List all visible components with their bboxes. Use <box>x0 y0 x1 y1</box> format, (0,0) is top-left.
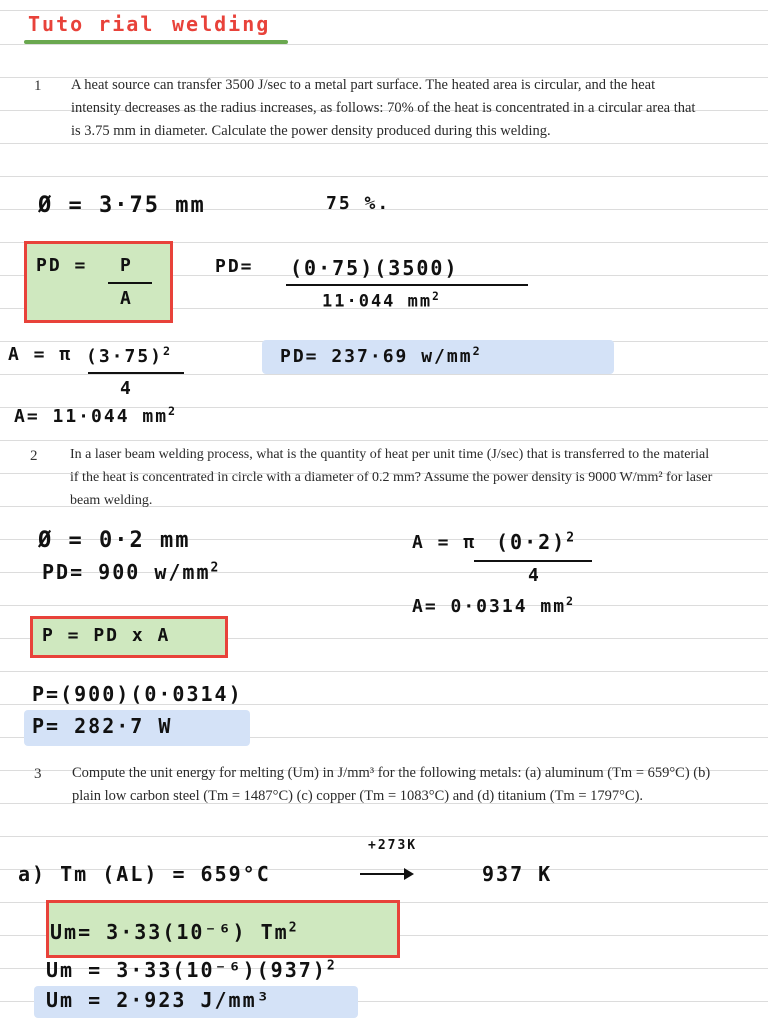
q1-pd-sub-denominator: 11·044 $mm^2$ <box>322 290 441 312</box>
q1-area-result: A= 11·044 $mm^2$ <box>14 404 178 427</box>
q2-substitution: P=(900)(0·0314) <box>32 682 243 706</box>
q1-pd-sub-numerator: (0·75)(3500) <box>290 256 459 280</box>
conversion-arrow-icon <box>360 873 412 875</box>
q3-formula: Um= 3·33(10⁻⁶) Tm$^2$ <box>50 920 299 944</box>
q2-diameter: Ø = 0·2 mm <box>38 528 191 553</box>
q3-melting-temp: a) Tm (AL) = 659°C <box>18 862 271 886</box>
q1-percent: 75 %. <box>326 193 391 214</box>
q2-power-density: PD= 900 $w/mm^2$ <box>42 560 221 584</box>
q1-pd-sub-fraction-line <box>286 284 528 286</box>
q2-area-left: A = π <box>412 532 477 553</box>
question-3-text: Compute the unit energy for melting (Um) in J/mm³ for the following metals: (a) aluminum (Tm = 659°C) (b) plain low carbon steel (Tm = 1487°C) (c) copper (Tm = 1083°C) and (d) titanium (Tm = 1797°C). <box>72 765 711 804</box>
q3-substitution: $Um = 3\cdot 33(10^{-6})(937)^2$ <box>46 958 337 982</box>
question-2-text: In a laser beam welding process, what is the quantity of heat per unit time (J/sec) that is transferred to the material if the heat is concentrated in circle with a diameter of 0.2 mm? Assume the power density is 9000 W/mm² for laser beam welding. <box>70 447 713 508</box>
q3-melting-temp-kelvin: 937 K <box>482 862 553 886</box>
q1-pd-sub-left: PD= <box>215 256 254 277</box>
q2-area-numerator: $(0\cdot 2)^2$ <box>496 530 577 554</box>
q3-result: Um = 2·923 J/mm³ <box>46 988 271 1012</box>
q1-pd-formula-denominator: A <box>120 288 133 309</box>
q1-area-denominator: 4 <box>120 378 133 399</box>
q1-area-numerator: $(3\cdot 75)^2$ <box>86 344 173 367</box>
q2-result: P= 282·7 W <box>32 714 173 738</box>
question-1-number: 1 <box>34 78 42 94</box>
q1-area-fraction-line <box>88 372 184 374</box>
question-2-number: 2 <box>30 448 38 464</box>
title-welding: welding <box>172 12 271 36</box>
q1-pd-result: PD= 237·69 $w/mm^2$ <box>280 344 482 367</box>
q1-pd-formula-numerator: P <box>120 255 133 276</box>
q1-area-left: A = π <box>8 344 73 365</box>
q2-formula: P = PD x A <box>42 625 171 646</box>
q3-plus-kelvin: +273K <box>368 838 418 853</box>
q2-area-result: A= 0·0314 $mm^2$ <box>412 594 576 617</box>
q1-diameter: Ø = 3·75 mm <box>38 193 206 218</box>
q1-pd-formula-fraction-line <box>108 282 152 284</box>
title-underline <box>24 40 288 44</box>
q2-area-fraction-line <box>474 560 592 562</box>
title-tutorial: Tuto rial <box>28 12 155 36</box>
question-3-number: 3 <box>34 766 42 782</box>
q1-pd-formula-left: PD = <box>36 255 88 276</box>
q2-area-denominator: 4 <box>528 565 541 586</box>
question-1-text: A heat source can transfer 3500 J/sec to a metal part surface. The heated area is circular, and the heat intensity decreases as the radius increases, as follows: 70% of the heat is concentrated in a circular area that is 3.75 mm in diameter. Calculate the power density produced during this welding. <box>71 77 696 139</box>
